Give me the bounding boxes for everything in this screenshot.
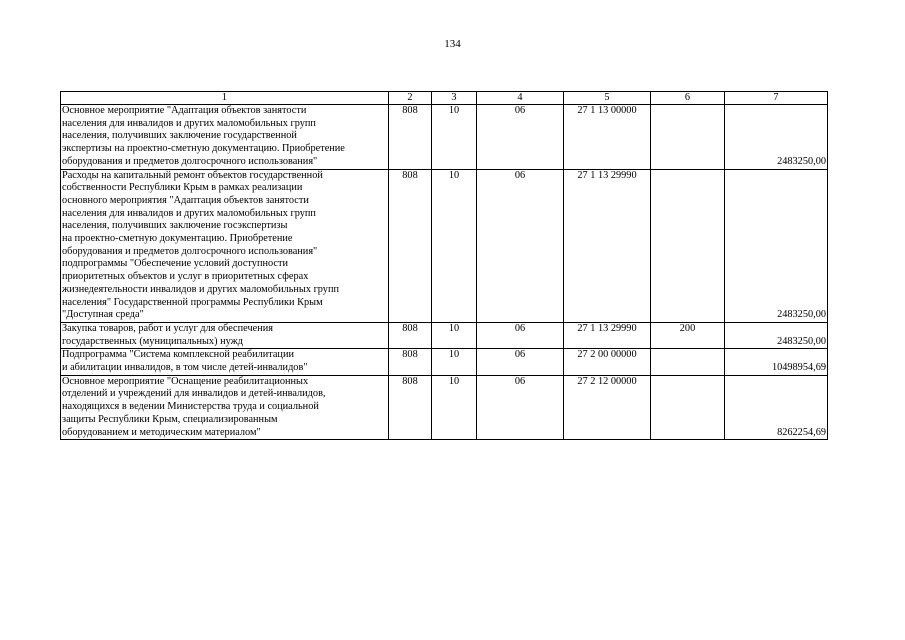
section-code: 10 — [432, 169, 477, 322]
amount: 2483250,00 — [725, 169, 828, 322]
subsection-code: 06 — [477, 105, 564, 170]
amount: 2483250,00 — [725, 322, 828, 348]
budget-table — [60, 91, 828, 440]
row-description: Закупка товаров, работ и услуг для обеспечения государственных (муниципальных) нужд — [61, 322, 389, 348]
target-article-code: 27 1 13 00000 — [564, 105, 651, 170]
ministry-code: 808 — [389, 105, 432, 170]
row-description: Основное мероприятие "Оснащение реабилитационных отделений и учреждений для инвалидов и детей-инвалидов, находящихся в ведении Министерства труда и социальной защиты Республики Крым, специализированным оборудованием и методическим материалом" — [61, 375, 389, 440]
row-description: Расходы на капитальный ремонт объектов государственной собственности Республики Крым в рамках реализации основного мероприятия "Адаптация объектов занятости населения для инвалидов и других маломобильных групп населения, получивших заключение госэкспертизы на проектно-сметную документацию. Приобретение оборудования и предметов долгосрочного использования" подпрограммы "Обеспечение условий доступности приоритетных объектов и услуг в приоритетных сферах жизнедеятельности инвалидов и других маломобильных групп населения" Государственной программы Республики Крым "Доступная среда" — [61, 169, 389, 322]
table-row — [61, 375, 828, 440]
amount: 8262254,69 — [725, 375, 828, 440]
section-code: 10 — [432, 105, 477, 170]
table-row — [61, 322, 828, 348]
target-article-code: 27 1 13 29990 — [564, 322, 651, 348]
ministry-code: 808 — [389, 375, 432, 440]
section-code: 10 — [432, 375, 477, 440]
target-article-code: 27 1 13 29990 — [564, 169, 651, 322]
row-description: Подпрограмма "Система комплексной реабилитации и абилитации инвалидов, в том числе детей-инвалидов" — [61, 349, 389, 375]
target-article-code: 27 2 12 00000 — [564, 375, 651, 440]
header-cell: 2 — [389, 92, 432, 105]
section-code: 10 — [432, 322, 477, 348]
header-cell: 1 — [61, 92, 389, 105]
table-row — [61, 349, 828, 375]
expense-type-code: 200 — [651, 322, 725, 348]
section-code: 10 — [432, 349, 477, 375]
expense-type-code — [651, 105, 725, 170]
target-article-code: 27 2 00 00000 — [564, 349, 651, 375]
table-row — [61, 105, 828, 170]
row-description: Основное мероприятие "Адаптация объектов занятости населения для инвалидов и других маломобильных групп населения, получивших заключение государственной экспертизы на проектно-сметную документацию. Приобретение оборудования и предметов долгосрочного использования" — [61, 105, 389, 170]
header-cell: 7 — [725, 92, 828, 105]
header-cell: 3 — [432, 92, 477, 105]
subsection-code: 06 — [477, 322, 564, 348]
expense-type-code — [651, 169, 725, 322]
amount: 10498954,69 — [725, 349, 828, 375]
header-cell: 5 — [564, 92, 651, 105]
table-header-row — [61, 92, 828, 105]
subsection-code: 06 — [477, 169, 564, 322]
ministry-code: 808 — [389, 322, 432, 348]
page-number: 134 — [444, 38, 461, 50]
expense-type-code — [651, 349, 725, 375]
expense-type-code — [651, 375, 725, 440]
header-cell: 4 — [477, 92, 564, 105]
subsection-code: 06 — [477, 375, 564, 440]
amount: 2483250,00 — [725, 105, 828, 170]
table-row — [61, 169, 828, 322]
header-cell: 6 — [651, 92, 725, 105]
ministry-code: 808 — [389, 169, 432, 322]
ministry-code: 808 — [389, 349, 432, 375]
subsection-code: 06 — [477, 349, 564, 375]
